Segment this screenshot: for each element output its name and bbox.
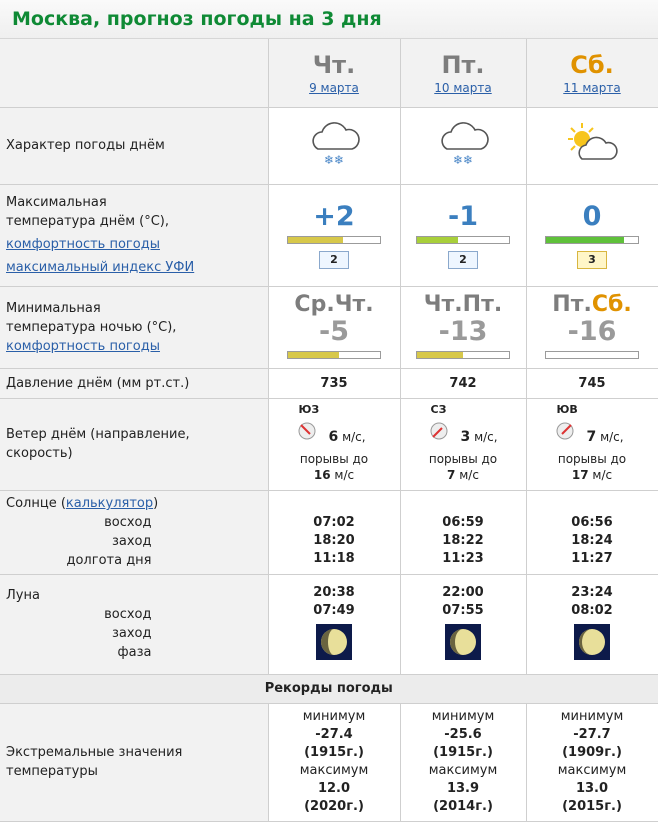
moon-cell [268, 574, 400, 674]
cloud-snow-icon [304, 119, 364, 169]
night-range: Чт.Пт. [423, 291, 503, 317]
max-temp: +2 [313, 200, 355, 232]
label-line: температуры [6, 764, 98, 779]
header-empty-cell [0, 39, 268, 107]
label-line: Ветер днём (направление, [6, 427, 190, 442]
moon-label [0, 574, 268, 674]
pressure-row [0, 368, 658, 398]
weather-cell [268, 107, 400, 184]
wind-speed: 6 м/с, [328, 428, 366, 445]
moonrise-time: 23:24 [571, 585, 613, 600]
wind-cell [400, 398, 526, 490]
record-cell: минимум -27.7 (1909г.) максимум 13.0 (2015г.) [526, 703, 658, 821]
weather-label: Характер погоды днём [0, 107, 268, 184]
max-temp-cell [268, 184, 400, 286]
extreme-label [0, 703, 268, 821]
wind-direction: СЗ [430, 402, 447, 416]
records-header: Рекорды погоды [0, 674, 658, 703]
min-temp: -16 [567, 315, 617, 347]
pressure-label: Давление днём (мм рт.ст.) [0, 368, 268, 398]
sun-cell [526, 490, 658, 574]
moon-cell [526, 574, 658, 674]
wind-direction-icon [429, 421, 449, 441]
comfort-link[interactable]: комфортность погоды [6, 237, 160, 252]
uvi-badge: 2 [448, 251, 478, 269]
uvi-badge: 2 [319, 251, 349, 269]
pressure-value: 742 [400, 368, 526, 398]
sun-cell [400, 490, 526, 574]
sun-cell [268, 490, 400, 574]
weather-cell [400, 107, 526, 184]
moonrise-label: восход [104, 607, 152, 622]
pressure-value: 735 [268, 368, 400, 398]
max-temp: 0 [582, 200, 602, 232]
page-title: Москва, прогноз погоды на 3 дня [0, 0, 658, 39]
moonset-time: 08:02 [571, 603, 613, 618]
moonset-time: 07:49 [313, 603, 355, 618]
record-cell: минимум -25.6 (1915г.) максимум 13.9 (2014г.) [400, 703, 526, 821]
sunrise-time: 06:59 [442, 515, 484, 530]
moon-phase-icon [445, 624, 481, 660]
wind-direction-icon [297, 421, 317, 441]
label-line: скорость) [6, 446, 73, 461]
label-line: Экстремальные значения [6, 745, 183, 760]
day-date-link[interactable]: 11 марта [563, 80, 621, 95]
label-line: температура днём (°C), [6, 214, 169, 229]
calculator-link[interactable]: калькулятор [65, 496, 154, 511]
wind-label [0, 398, 268, 490]
sun-row [0, 490, 658, 574]
wind-cell [526, 398, 658, 490]
min-temp-cell [268, 286, 400, 368]
night-comfort-bar [545, 351, 639, 359]
day-header-0 [268, 39, 400, 107]
day-name: Сб. [570, 50, 614, 79]
night-bar-fill [417, 352, 463, 358]
wind-gust: порывы до 7 м/с [428, 451, 498, 482]
comfort-bar-fill [288, 237, 343, 243]
wind-gust: порывы до 16 м/с [299, 451, 369, 482]
label-line: температура ночью (°C), [6, 319, 177, 335]
comfort-bar [545, 236, 639, 244]
wind-direction: ЮВ [556, 402, 578, 416]
comfort-bar [416, 236, 510, 244]
sun-cloud-icon [562, 119, 622, 169]
day-header-1 [400, 39, 526, 107]
wind-cell [268, 398, 400, 490]
wind-row [0, 398, 658, 490]
max-temp-row [0, 184, 658, 286]
min-temp-cell [526, 286, 658, 368]
day-header-row [0, 39, 658, 107]
wind-speed: 3 м/с, [460, 428, 498, 445]
moonset-time: 07:55 [442, 603, 484, 618]
night-range: Пт.Сб. [552, 291, 632, 317]
svg-text:❄❄: ❄❄ [324, 152, 345, 167]
night-comfort-bar [287, 351, 381, 359]
day-date-link[interactable]: 9 марта [309, 80, 359, 95]
day-length: 11:23 [442, 551, 484, 566]
uvi-link[interactable]: максимальный индекс УФИ [6, 260, 195, 275]
moon-phase-icon [574, 624, 610, 660]
sun-label [0, 490, 268, 574]
uvi-badge: 3 [577, 251, 607, 269]
weather-cell [526, 107, 658, 184]
comfort-bar-fill [546, 237, 624, 243]
moon-cell [400, 574, 526, 674]
max-temp-label [0, 184, 268, 286]
svg-text:❄❄: ❄❄ [453, 152, 474, 167]
records-header-row [0, 674, 658, 703]
comfort-bar-fill [417, 237, 458, 243]
label-line: Максимальная [6, 195, 107, 210]
weather-row [0, 107, 658, 184]
moonrise-time: 20:38 [313, 585, 355, 600]
min-temp-row [0, 286, 658, 368]
day-header-2 [526, 39, 658, 107]
sunset-time: 18:22 [442, 533, 484, 548]
day-length: 11:18 [313, 551, 355, 566]
day-name: Пт. [441, 50, 485, 79]
daylength-label: долгота дня [66, 553, 152, 568]
day-length: 11:27 [571, 551, 613, 566]
min-temp-label [0, 286, 268, 368]
record-cell: минимум -27.4 (1915г.) максимум 12.0 (2020г.) [268, 703, 400, 821]
max-temp-cell [526, 184, 658, 286]
min-temp: -13 [438, 315, 488, 347]
sunset-label: заход [111, 534, 152, 549]
sunrise-time: 07:02 [313, 515, 355, 530]
cloud-snow-icon [433, 119, 493, 169]
pressure-value: 745 [526, 368, 658, 398]
wind-direction-icon [555, 421, 575, 441]
night-range: Ср.Чт. [294, 291, 374, 317]
max-temp: -1 [448, 200, 478, 232]
min-temp: -5 [319, 315, 349, 347]
night-comfort-bar [416, 351, 510, 359]
moon-row [0, 574, 658, 674]
moonrise-time: 22:00 [442, 585, 484, 600]
sunrise-label: восход [104, 515, 152, 530]
moon-phase-icon [316, 624, 352, 660]
sunset-time: 18:20 [313, 533, 355, 548]
sunrise-time: 06:56 [571, 515, 613, 530]
forecast-table [0, 39, 658, 822]
moonset-label: заход [111, 626, 152, 641]
comfort-link[interactable]: комфортность погоды [6, 338, 160, 354]
wind-speed: 7 м/с, [586, 428, 624, 445]
wind-direction: ЮЗ [298, 402, 320, 416]
wind-gust: порывы до 17 м/с [557, 451, 627, 482]
day-name: Чт. [312, 50, 356, 79]
sun-title: Солнце (калькулятор) [6, 496, 159, 511]
min-temp-cell [400, 286, 526, 368]
comfort-bar [287, 236, 381, 244]
phase-label: фаза [117, 645, 152, 660]
label-line: Минимальная [6, 300, 101, 316]
moon-title: Луна [6, 588, 40, 603]
records-row [0, 703, 658, 821]
max-temp-cell [400, 184, 526, 286]
sunset-time: 18:24 [571, 533, 613, 548]
day-date-link[interactable]: 10 марта [434, 80, 492, 95]
night-bar-fill [288, 352, 339, 358]
